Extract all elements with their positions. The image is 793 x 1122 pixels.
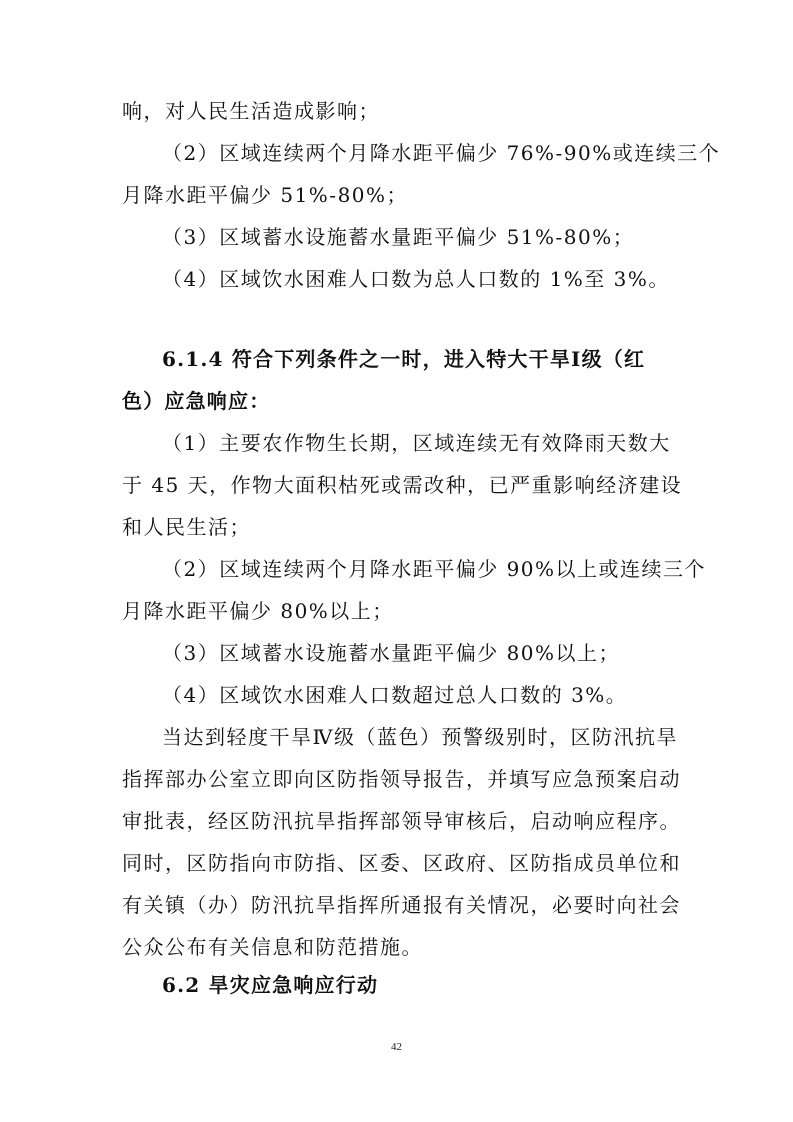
section-heading: 6.1.4 符合下列条件之一时，进入特大干旱Ⅰ级（红: [162, 347, 646, 371]
paragraph-line: （3）区域蓄水设施蓄水量距平偏少 51%-80%；: [162, 225, 635, 249]
page-number: 42: [391, 1041, 402, 1053]
paragraph-line: （3）区域蓄水设施蓄水量距平偏少 80%以上；: [162, 641, 621, 665]
paragraph-line: （1）主要农作物生长期，区域连续无有效降雨天数大: [162, 431, 671, 455]
paragraph-line: （2）区域连续两个月降水距平偏少 90%以上或连续三个: [162, 557, 707, 581]
section-heading-continued: 色）应急响应：: [122, 389, 271, 413]
paragraph-line: 当达到轻度干旱Ⅳ级（蓝色）预警级别时，区防汛抗旱: [162, 725, 678, 749]
paragraph-line: 指挥部办公室立即向区防指领导报告，并填写应急预案启动: [122, 767, 681, 791]
paragraph-line: 月降水距平偏少 51%-80%；: [122, 183, 409, 207]
paragraph-line: 响，对人民生活造成影响；: [122, 99, 380, 123]
paragraph-line: 审批表，经区防汛抗旱指挥部领导审核后，启动响应程序。: [122, 809, 681, 833]
paragraph-line: 于 45 天，作物大面积枯死或需改种，已严重影响经济建设: [122, 473, 683, 497]
paragraph-line: 月降水距平偏少 80%以上；: [122, 599, 394, 623]
paragraph-line: 有关镇（办）防汛抗旱指挥所通报有关情况，必要时向社会: [122, 893, 681, 917]
paragraph-line: 公众公布有关信息和防范措施。: [122, 935, 423, 959]
section-heading: 6.2 旱灾应急响应行动: [162, 973, 379, 997]
paragraph-line: （2）区域连续两个月降水距平偏少 76%-90%或连续三个: [162, 141, 721, 165]
paragraph-line: 同时，区防指向市防指、区委、区政府、区防指成员单位和: [122, 851, 681, 875]
paragraph-line: （4）区域饮水困难人口数超过总人口数的 3%。: [162, 683, 628, 707]
paragraph-line: 和人民生活；: [122, 515, 251, 539]
paragraph-line: （4）区域饮水困难人口数为总人口数的 1%至 3%。: [162, 267, 670, 291]
